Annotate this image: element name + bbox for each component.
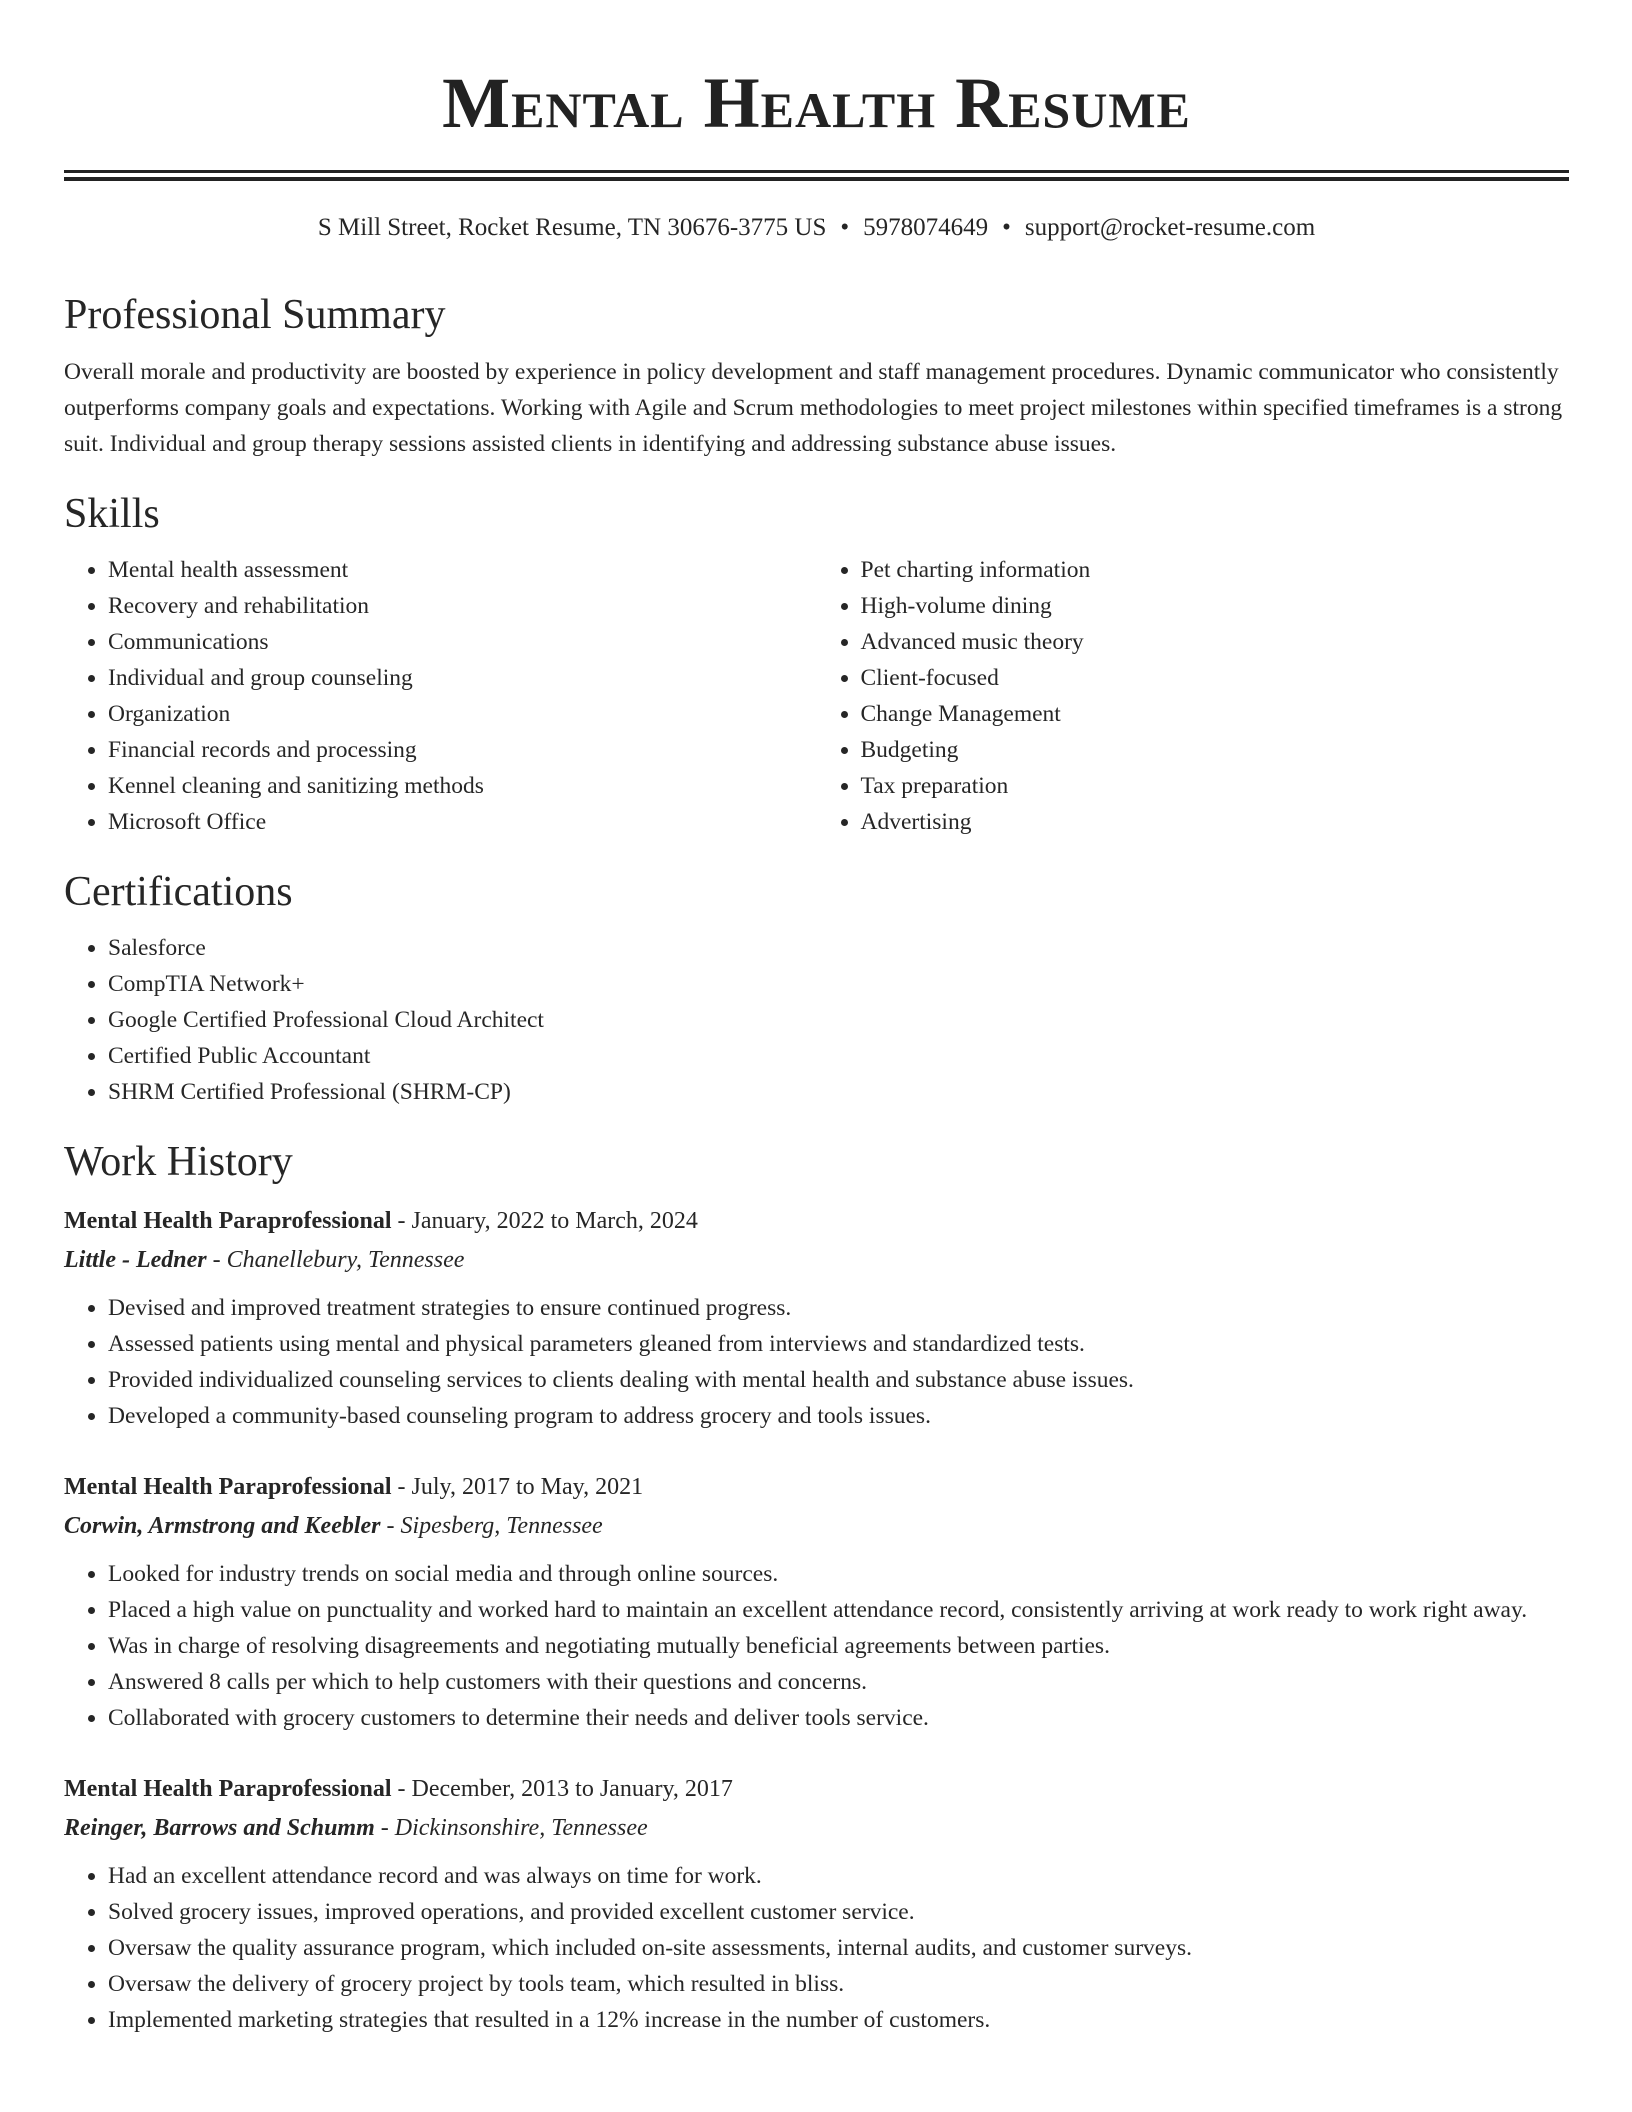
skill-item: • Recovery and rehabilitation	[108, 588, 817, 624]
job-title-line: Mental Health Paraprofessional - July, 2017 to May, 2021	[64, 1474, 644, 1500]
job-bullet: • Placed a high value on punctuality and worked hard to maintain an excellent attendance record, consistently arriving at work ready to work right away.	[108, 1592, 1569, 1628]
job-entry	[64, 1770, 1569, 2038]
job-company-line: Little - Ledner - Chanellebury, Tennessee	[64, 1247, 465, 1273]
certifications-list	[64, 930, 1569, 1110]
job-bullet: • Provided individualized counseling services to clients dealing with mental health and substance abuse issues.	[108, 1362, 1569, 1398]
skill-item: • Individual and group counseling	[108, 660, 817, 696]
job-bullets	[64, 1290, 1569, 1434]
contact-email: support@rocket-resume.com	[1024, 214, 1316, 241]
job-bullet: • Devised and improved treatment strategies to ensure continued progress.	[108, 1290, 1569, 1326]
job-bullet: • Collaborated with grocery customers to determine their needs and deliver tools service.	[108, 1700, 1569, 1736]
certifications-heading: Certifications	[64, 869, 293, 915]
resume-title: Mental Health Resume	[442, 63, 1191, 143]
job-entry	[64, 1202, 1569, 1434]
job-title: Mental Health Paraprofessional	[64, 1776, 392, 1802]
job-bullet: • Assessed patients using mental and physical parameters gleaned from interviews and standardized tests.	[108, 1326, 1569, 1362]
job-bullets	[64, 1858, 1569, 2038]
job-location: Dickinsonshire, Tennessee	[394, 1815, 648, 1841]
skill-item: • Communications	[108, 624, 817, 660]
skill-item: • Change Management	[861, 696, 1570, 732]
contact-address: S Mill Street, Rocket Resume, TN 30676-3775 US	[317, 214, 827, 241]
skill-item: • Budgeting	[861, 732, 1570, 768]
title-double-rule	[64, 170, 1569, 181]
job-bullet: • Looked for industry trends on social media and through online sources.	[108, 1556, 1569, 1592]
summary-heading: Professional Summary	[64, 292, 446, 338]
job-location: Sipesberg, Tennessee	[400, 1513, 603, 1539]
job-dates: January, 2022 to March, 2024	[411, 1208, 698, 1234]
job-bullets	[64, 1556, 1569, 1736]
skill-item: • Microsoft Office	[108, 804, 817, 840]
job-company-line: Reinger, Barrows and Schumm - Dickinsonshire, Tennessee	[64, 1815, 648, 1841]
job-dates: December, 2013 to January, 2017	[411, 1776, 733, 1802]
job-dates: July, 2017 to May, 2021	[411, 1474, 644, 1500]
contact-separator: •	[840, 214, 850, 241]
skill-item: • Financial records and processing	[108, 732, 817, 768]
skill-item: • Organization	[108, 696, 817, 732]
skill-item: • Client-focused	[861, 660, 1570, 696]
skill-item: • Mental health assessment	[108, 552, 817, 588]
skills-heading: Skills	[64, 491, 160, 537]
job-bullet: • Had an excellent attendance record and was always on time for work.	[108, 1858, 1569, 1894]
job-bullet: • Developed a community-based counseling program to address grocery and tools issues.	[108, 1398, 1569, 1434]
skill-item: • Advertising	[861, 804, 1570, 840]
contact-phone: 5978074649	[863, 214, 989, 241]
job-bullet: • Was in charge of resolving disagreements and negotiating mutually beneficial agreements between parties.	[108, 1628, 1569, 1664]
skill-item: • Advanced music theory	[861, 624, 1570, 660]
skill-item: • Pet charting information	[861, 552, 1570, 588]
job-bullet: • Implemented marketing strategies that resulted in a 12% increase in the number of customers.	[108, 2002, 1569, 2038]
contact-line	[64, 211, 1569, 245]
certification-item: • Salesforce	[108, 930, 1569, 966]
job-entry	[64, 1468, 1569, 1736]
certification-item: • SHRM Certified Professional (SHRM-CP)	[108, 1074, 1569, 1110]
job-title-line: Mental Health Paraprofessional - December, 2013 to January, 2017	[64, 1776, 733, 1802]
certification-item: • Google Certified Professional Cloud Architect	[108, 1002, 1569, 1038]
job-bullet: • Answered 8 calls per which to help customers with their questions and concerns.	[108, 1664, 1569, 1700]
job-company: Corwin, Armstrong and Keebler	[64, 1513, 381, 1539]
contact-separator: •	[1002, 214, 1011, 241]
skills-list-right	[817, 552, 1570, 840]
skill-item: • Tax preparation	[861, 768, 1570, 804]
job-bullet: • Solved grocery issues, improved operations, and provided excellent customer service.	[108, 1894, 1569, 1930]
resume-page	[64, 0, 1569, 2038]
job-company: Reinger, Barrows and Schumm	[64, 1815, 375, 1841]
skills-columns	[64, 552, 1569, 840]
summary-text: Overall morale and productivity are boosted by experience in policy development and staff management procedures. Dynamic communicator who consistently outperforms company goals and expectations. Working with Agile and Scrum methodologies to meet project milestones within specified timeframes is a strong suit. Individual and group therapy sessions assisted clients in identifying and addressing substance abuse issues.	[64, 359, 1563, 457]
skill-item: • High-volume dining	[861, 588, 1570, 624]
work-history-heading: Work History	[64, 1139, 293, 1185]
job-bullet: • Oversaw the delivery of grocery project by tools team, which resulted in bliss.	[108, 1966, 1569, 2002]
job-title-line: Mental Health Paraprofessional - January, 2022 to March, 2024	[64, 1208, 698, 1234]
job-company-line: Corwin, Armstrong and Keebler - Sipesberg, Tennessee	[64, 1513, 603, 1539]
job-title: Mental Health Paraprofessional	[64, 1474, 392, 1500]
certification-item: • Certified Public Accountant	[108, 1038, 1569, 1074]
job-bullet: • Oversaw the quality assurance program, which included on-site assessments, internal audits, and customer surveys.	[108, 1930, 1569, 1966]
certification-item: • CompTIA Network+	[108, 966, 1569, 1002]
job-company: Little - Ledner	[64, 1247, 207, 1273]
job-title: Mental Health Paraprofessional	[64, 1208, 392, 1234]
skill-item: • Kennel cleaning and sanitizing methods	[108, 768, 817, 804]
job-location: Chanellebury, Tennessee	[226, 1247, 465, 1273]
skills-list-left	[64, 552, 817, 840]
